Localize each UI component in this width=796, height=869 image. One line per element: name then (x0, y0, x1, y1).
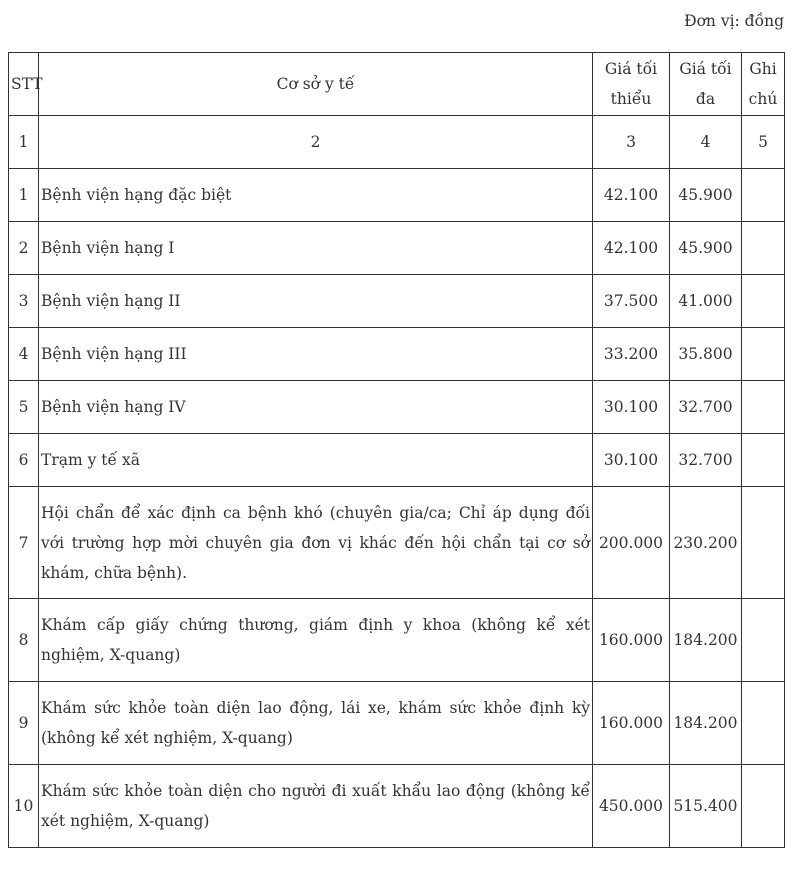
row-facility: Khám cấp giấy chứng thương, giám định y khoa (không kể xét nghiệm, X-quang) (39, 599, 593, 682)
price-table (8, 52, 785, 848)
row-facility: Bệnh viện hạng II (39, 275, 593, 328)
table-row (9, 765, 785, 848)
row-facility: Bệnh viện hạng I (39, 222, 593, 275)
row-facility: Khám sức khỏe toàn diện lao động, lái xe, khám sức khỏe định kỳ (không kể xét nghiệm, X-quang) (39, 682, 593, 765)
row-stt: 10 (9, 765, 39, 848)
row-min-price: 30.100 (593, 381, 670, 434)
row-min-price: 33.200 (593, 328, 670, 381)
row-note (742, 487, 785, 599)
row-facility: Trạm y tế xã (39, 434, 593, 487)
column-index: 4 (670, 116, 742, 169)
column-index-row (9, 116, 785, 169)
row-max-price: 41.000 (670, 275, 742, 328)
table-row (9, 222, 785, 275)
row-note (742, 381, 785, 434)
row-note (742, 222, 785, 275)
row-note (742, 682, 785, 765)
row-note (742, 599, 785, 682)
header-facility: Cơ sở y tế (39, 53, 593, 116)
row-min-price: 200.000 (593, 487, 670, 599)
row-max-price: 35.800 (670, 328, 742, 381)
row-facility: Hội chẩn để xác định ca bệnh khó (chuyên gia/ca; Chỉ áp dụng đối với trường hợp mời chuyên gia đơn vị khác đến hội chẩn tại cơ sở khám, chữa bệnh). (39, 487, 593, 599)
table-row (9, 599, 785, 682)
column-index: 1 (9, 116, 39, 169)
table-row (9, 682, 785, 765)
row-stt: 6 (9, 434, 39, 487)
row-min-price: 450.000 (593, 765, 670, 848)
row-facility: Bệnh viện hạng đặc biệt (39, 169, 593, 222)
table-row (9, 487, 785, 599)
header-stt: STT (9, 53, 39, 116)
row-max-price: 184.200 (670, 682, 742, 765)
row-stt: 7 (9, 487, 39, 599)
row-stt: 9 (9, 682, 39, 765)
row-max-price: 45.900 (670, 222, 742, 275)
row-note (742, 765, 785, 848)
row-min-price: 42.100 (593, 222, 670, 275)
header-note: Ghi chú (742, 53, 785, 116)
column-index: 5 (742, 116, 785, 169)
table-row (9, 328, 785, 381)
row-max-price: 515.400 (670, 765, 742, 848)
row-note (742, 434, 785, 487)
column-index: 2 (39, 116, 593, 169)
table-row (9, 381, 785, 434)
unit-label: Đơn vị: đồng (684, 12, 784, 30)
row-facility: Bệnh viện hạng IV (39, 381, 593, 434)
row-max-price: 184.200 (670, 599, 742, 682)
header-max-price: Giá tối đa (670, 53, 742, 116)
row-stt: 8 (9, 599, 39, 682)
row-note (742, 169, 785, 222)
row-max-price: 230.200 (670, 487, 742, 599)
row-max-price: 32.700 (670, 381, 742, 434)
row-note (742, 275, 785, 328)
column-index: 3 (593, 116, 670, 169)
row-facility: Bệnh viện hạng III (39, 328, 593, 381)
row-min-price: 160.000 (593, 682, 670, 765)
table-row (9, 169, 785, 222)
table-row (9, 275, 785, 328)
row-stt: 3 (9, 275, 39, 328)
row-min-price: 30.100 (593, 434, 670, 487)
row-stt: 5 (9, 381, 39, 434)
row-min-price: 42.100 (593, 169, 670, 222)
row-stt: 1 (9, 169, 39, 222)
row-max-price: 45.900 (670, 169, 742, 222)
row-stt: 2 (9, 222, 39, 275)
row-max-price: 32.700 (670, 434, 742, 487)
header-min-price: Giá tối thiểu (593, 53, 670, 116)
row-note (742, 328, 785, 381)
row-min-price: 37.500 (593, 275, 670, 328)
table-header-row (9, 53, 785, 116)
table-row (9, 434, 785, 487)
row-min-price: 160.000 (593, 599, 670, 682)
row-stt: 4 (9, 328, 39, 381)
row-facility: Khám sức khỏe toàn diện cho người đi xuất khẩu lao động (không kể xét nghiệm, X-quang) (39, 765, 593, 848)
